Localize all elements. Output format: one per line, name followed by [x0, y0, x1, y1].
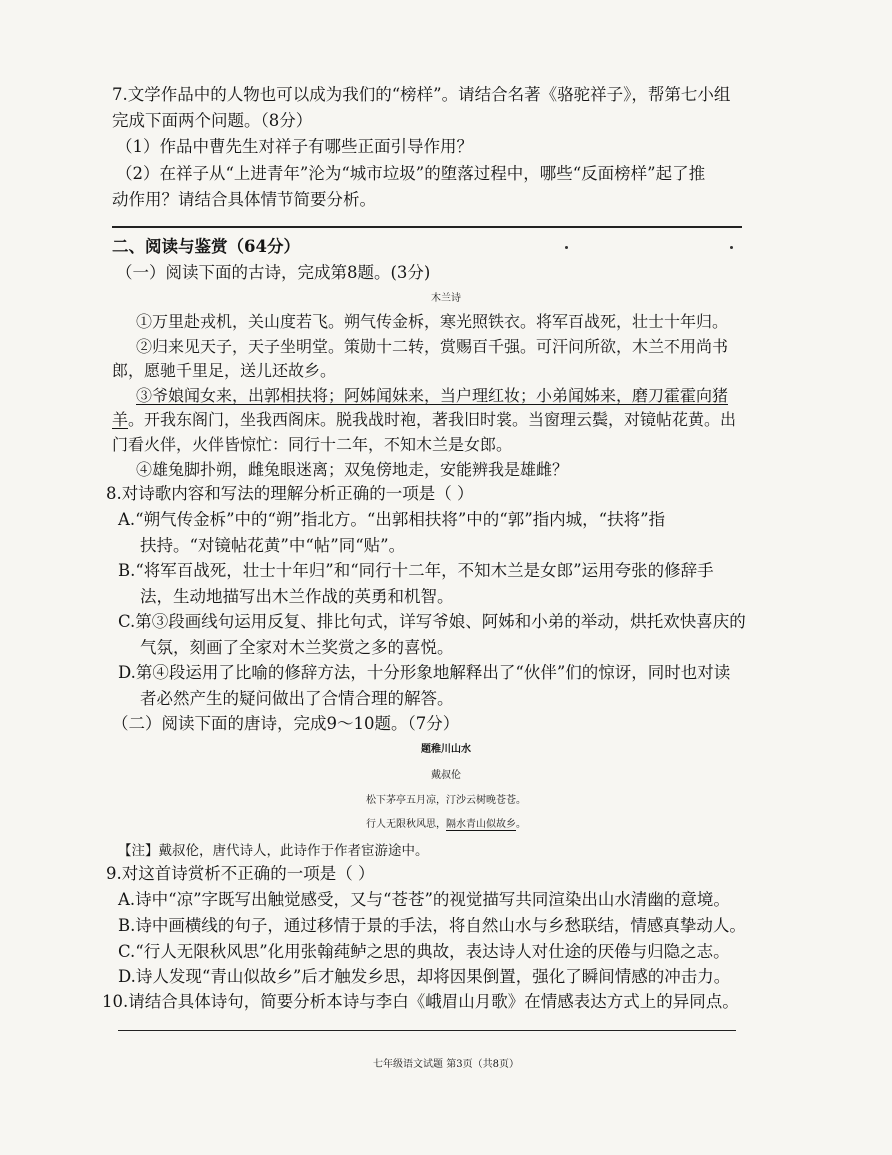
- q7-subquestion-2-cont: 动作用？请结合具体情节简要分析。: [112, 190, 376, 209]
- poem1-stanza2-line1: ②归来见天子，天子坐明堂。策勋十二转，赏赐百千强。可汗问所欲，木兰不用尚书: [136, 337, 729, 356]
- q7-subquestion-1: （1）作品中曹先生对祥子有哪些正面引导作用？: [116, 137, 473, 156]
- part2-instruction: （二）阅读下面的唐诗，完成9～10题。（7分）: [112, 714, 460, 733]
- poem1-stanza3-line3: 门看火伴，火伴皆惊忙：同行十二年，不知木兰是女郎。: [112, 435, 513, 454]
- poem2-note: 【注】戴叔伦，唐代诗人，此诗作于作者宦游途中。: [118, 843, 429, 859]
- part1-instruction: （一）阅读下面的古诗，完成第8题。(3分): [116, 263, 431, 282]
- footer-divider: [118, 1030, 736, 1031]
- poem1-stanza3-underlined: ③爷娘闻女来，出郭相扶将；阿姊闻妹来，当户理红妆；小弟闻姊来，磨刀霍霍向猪: [136, 386, 729, 405]
- q9-option-b: B.诗中画横线的句子，通过移情于景的手法，将自然山水与乡愁联结，情感真挚动人。: [118, 916, 746, 935]
- q9-option-a: A.诗中“凉”字既写出触觉感受，又与“苍苍”的视觉描写共同渲染出山水清幽的意境。: [118, 890, 730, 909]
- q8-option-a-cont: 扶持。“对镜帖花黄”中“帖”同“贴”。: [140, 536, 406, 555]
- scan-speck: [565, 246, 568, 249]
- poem2-line2-underlined: 隔水青山似故乡: [446, 819, 516, 830]
- poem1-stanza3-line2: [112, 409, 736, 431]
- q9-option-d: D.诗人发现“青山似故乡”后才触发乡思，却将因果倒置，强化了瞬间情感的冲击力。: [118, 967, 731, 986]
- poem2-line2: [0, 814, 892, 836]
- q7-line2: 完成下面两个问题。（8分）: [112, 111, 313, 130]
- q7-subquestion-2: （2）在祥子从“上进青年”沦为“城市垃圾”的堕落过程中，哪些“反面榜样”起了推: [116, 164, 706, 183]
- q9-option-c: C.“行人无限秋风思”化用张翰莼鲈之思的典故，表达诗人对仕途的厌倦与归隐之志。: [118, 942, 730, 961]
- poem1-stanza1: ①万里赴戎机，关山度若飞。朔气传金柝，寒光照铁衣。将军百战死，壮士十年归。: [136, 312, 729, 331]
- poem2-line2-end: 。: [516, 819, 526, 830]
- poem2-line2-text: 行人无限秋风思，: [366, 819, 446, 830]
- poem1-stanza3-underlined-end: 羊: [112, 410, 129, 429]
- q8-option-d: D.第④段运用了比喻的修辞方法，十分形象地解释出了“伙伴”们的惊讶，同时也对读: [118, 663, 731, 682]
- poem1-stanza2-line2: 郎，愿驰千里足，送儿还故乡。: [112, 361, 337, 380]
- page-footer: 七年级语文试题 第3页（共8页）: [373, 1059, 519, 1070]
- q10-stem: 10.请结合具体诗句，简要分析本诗与李白《峨眉山月歌》在情感表达方式上的异同点。: [102, 992, 739, 1011]
- section-divider: [112, 226, 742, 228]
- poem1-stanza4: ④雄兔脚扑朔，雌兔眼迷离；双兔傍地走，安能辨我是雄雌？: [136, 460, 569, 479]
- q7-line1: 7.文学作品中的人物也可以成为我们的“榜样”。请结合名著《骆驼祥子》，帮第七小组: [112, 85, 731, 104]
- q8-option-a: A.“朔气传金柝”中的“朔”指北方。“出郭相扶将”中的“郭”指内城，“扶将”指: [118, 510, 666, 529]
- q8-option-c: C.第③段画线句运用反复、排比句式，详写爷娘、阿姊和小弟的举动，烘托欢快喜庆的: [118, 612, 746, 631]
- poem2-author: 戴叔伦: [431, 770, 461, 781]
- poem2-title: 题稚川山水: [421, 744, 471, 755]
- q8-option-b-cont: 法，生动地描写出木兰作战的英勇和机智。: [140, 587, 454, 606]
- section2-title: 二、阅读与鉴赏（64分）: [112, 237, 300, 256]
- q8-option-c-cont: 气氛，刻画了全家对木兰奖赏之多的喜悦。: [140, 638, 454, 657]
- q8-stem: 8.对诗歌内容和写法的理解分析正确的一项是（ ）: [106, 484, 474, 503]
- poem1-title: 木兰诗: [431, 293, 461, 304]
- q8-option-d-cont: 者必然产生的疑问做出了合情合理的解答。: [140, 689, 454, 708]
- q9-stem: 9.对这首诗赏析不正确的一项是（ ）: [106, 864, 375, 883]
- scan-speck: [730, 246, 733, 249]
- poem2-line1: 松下茅亭五月凉，汀沙云树晚苍苍。: [366, 795, 526, 806]
- poem1-stanza3-line2-text: 。开我东阁门，坐我西阁床。脱我战时袍，著我旧时裳。当窗理云鬓，对镜帖花黄。出: [128, 410, 737, 429]
- q8-option-b: B.“将军百战死，壮士十年归”和“同行十二年，不知木兰是女郎”运用夸张的修辞手: [118, 561, 714, 580]
